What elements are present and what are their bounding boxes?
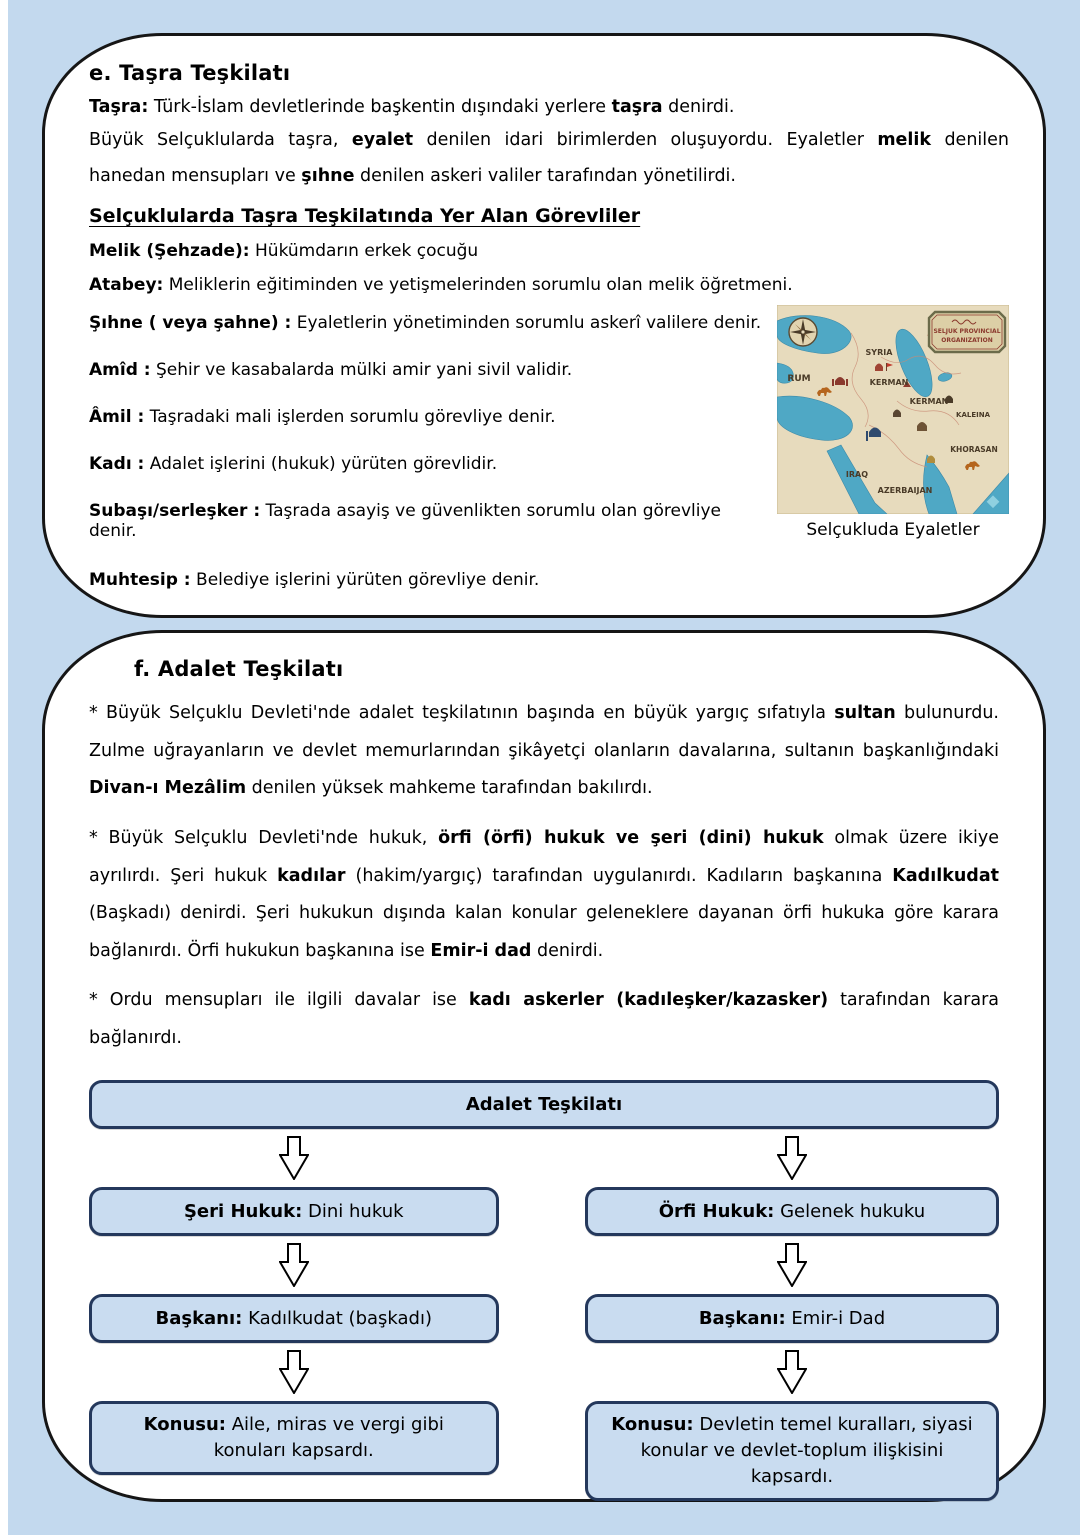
- map-cartouche: [929, 312, 1005, 352]
- tasra-definition-line: Taşra: Türk-İslam devletlerinde başkentin dışındaki yerlere taşra denirdi.: [89, 97, 735, 117]
- flow-baskani-orfi-box: Başkanı: Emir-i Dad: [585, 1294, 999, 1343]
- section-adalet-teskilati: [42, 630, 1046, 1502]
- region-label-kaleina: KALEINA: [956, 410, 990, 419]
- definition-subasi: Subaşı/serleşker : Taşrada asayiş ve güvenlikten sorumlu olan görevliye denir.: [89, 500, 722, 541]
- down-arrow-icon: [279, 1136, 309, 1180]
- section-tasra-teskilati: [42, 33, 1046, 618]
- cartouche-line1: SELJUK PROVINCIAL: [933, 327, 1001, 335]
- region-label-kerman-1: KERMAN: [869, 377, 909, 387]
- down-arrow-icon: [777, 1136, 807, 1180]
- flow-head-row: [89, 1294, 999, 1343]
- adalet-paragraph-2: * Büyük Selçuklu Devleti'nde hukuk, örfi (örfi) hukuk ve şeri (dini) hukuk olmak üzere ikiye ayrılırdı. Şeri hukuk kadılar (hakim/yargıç) tarafından uygulanırdı. Kadıların başkanına Kadılkudat (Başkadı) denirdi. Şeri hukukun dışında kalan konular geleneklere dayanan örfi hukuka göre karara bağlanırdı. Örfi hukukun başkanına ise Emir-i dad denirdi.: [89, 827, 1000, 961]
- compass-rose-icon: [789, 318, 817, 346]
- region-label-iraq: IRAQ: [845, 469, 869, 479]
- adalet-paragraph-1: * Büyük Selçuklu Devleti'nde adalet teşkilatının başında en büyük yargıç sıfatıyla sultan bulunurdu. Zulme uğrayanların ve devlet memurlarından şikâyetçi olanların davalarına, sultanın başkanlığındaki Divan-ı Mezâlim denilen yüksek mahkeme tarafından bakılırdı.: [89, 703, 999, 799]
- definition-kadi: Kadı : Adalet işlerini (hukuk) yürüten görevlidir.: [89, 453, 498, 474]
- definition-muhtesip: Muhtesip : Belediye işlerini yürüten görevliye denir.: [89, 569, 540, 590]
- region-label-rum: RUM: [787, 373, 811, 384]
- section-e-heading: e. Taşra Teşkilatı: [89, 61, 291, 85]
- seljuk-provinces-map: [777, 305, 1009, 514]
- flow-konusu-seri-box: Konusu: Aile, miras ve vergi gibi konuları kapsardı.: [89, 1401, 499, 1475]
- region-label-syria: SYRIA: [865, 347, 893, 357]
- adalet-paragraph-3: * Ordu mensupları ile ilgili davalar ise kadı askerler (kadıleşker/kazasker) tarafından karara bağlanırdı.: [89, 990, 1000, 1048]
- flow-arrow-row-1: [89, 1136, 999, 1180]
- page-edge: [0, 0, 8, 1535]
- down-arrow-icon: [777, 1350, 807, 1394]
- flow-law-row: [89, 1187, 999, 1236]
- down-arrow-icon: [279, 1350, 309, 1394]
- seljuk-map-figure: [777, 305, 1009, 568]
- gorevliler-subheading: Selçuklularda Taşra Teşkilatında Yer Alan Görevliler: [89, 204, 641, 227]
- definitions-and-map-row: [89, 301, 1009, 568]
- definition-sihne: Şıhne ( veya şahne) : Eyaletlerin yönetiminden sorumlu askerî valilere denir.: [89, 312, 762, 333]
- definition-amil: Âmil : Taşradaki mali işlerden sorumlu görevliye denir.: [89, 406, 556, 427]
- cartouche-line2: ORGANIZATION: [941, 336, 993, 344]
- flow-baskani-seri-box: Başkanı: Kadılkudat (başkadı): [89, 1294, 499, 1343]
- flow-arrow-row-3: [89, 1350, 999, 1394]
- flow-seri-hukuk-box: Şeri Hukuk: Dini hukuk: [89, 1187, 499, 1236]
- region-label-khorasan: KHORASAN: [950, 444, 998, 454]
- tasra-intro-paragraph: Büyük Selçuklularda taşra, eyalet denilen idari birimlerden oluşuyordu. Eyaletler melik denilen hanedan mensupları ve şıhne denilen askeri valiler tarafından yönetilirdi.: [89, 130, 1009, 186]
- map-caption: Selçukluda Eyaletler: [806, 519, 980, 540]
- definition-atabey: Atabey: Meliklerin eğitiminden ve yetişmelerinden sorumlu olan melik öğretmeni.: [89, 274, 793, 295]
- down-arrow-icon: [777, 1243, 807, 1287]
- flow-konusu-orfi-box: Konusu: Devletin temel kuralları, siyasi konular ve devlet-toplum ilişkisini kapsardı.: [585, 1401, 999, 1501]
- region-label-azerbaijan: AZERBAIJAN: [877, 485, 933, 495]
- section-f-heading: f. Adalet Teşkilatı: [134, 657, 344, 681]
- definition-amid: Amîd : Şehir ve kasabalarda mülki amir yani sivil validir.: [89, 359, 573, 380]
- definition-melik: Melik (Şehzade): Hükümdarın erkek çocuğu: [89, 240, 479, 261]
- flow-orfi-hukuk-box: Örfi Hukuk: Gelenek hukuku: [585, 1187, 999, 1236]
- flow-topic-row: [89, 1401, 999, 1501]
- definitions-column: [89, 301, 777, 568]
- down-arrow-icon: [279, 1243, 309, 1287]
- region-label-kerman-2: KERMAN: [909, 396, 949, 406]
- flow-root-box: Adalet Teşkilatı: [89, 1080, 999, 1129]
- flow-arrow-row-2: [89, 1243, 999, 1287]
- adalet-flowchart: [89, 1080, 999, 1501]
